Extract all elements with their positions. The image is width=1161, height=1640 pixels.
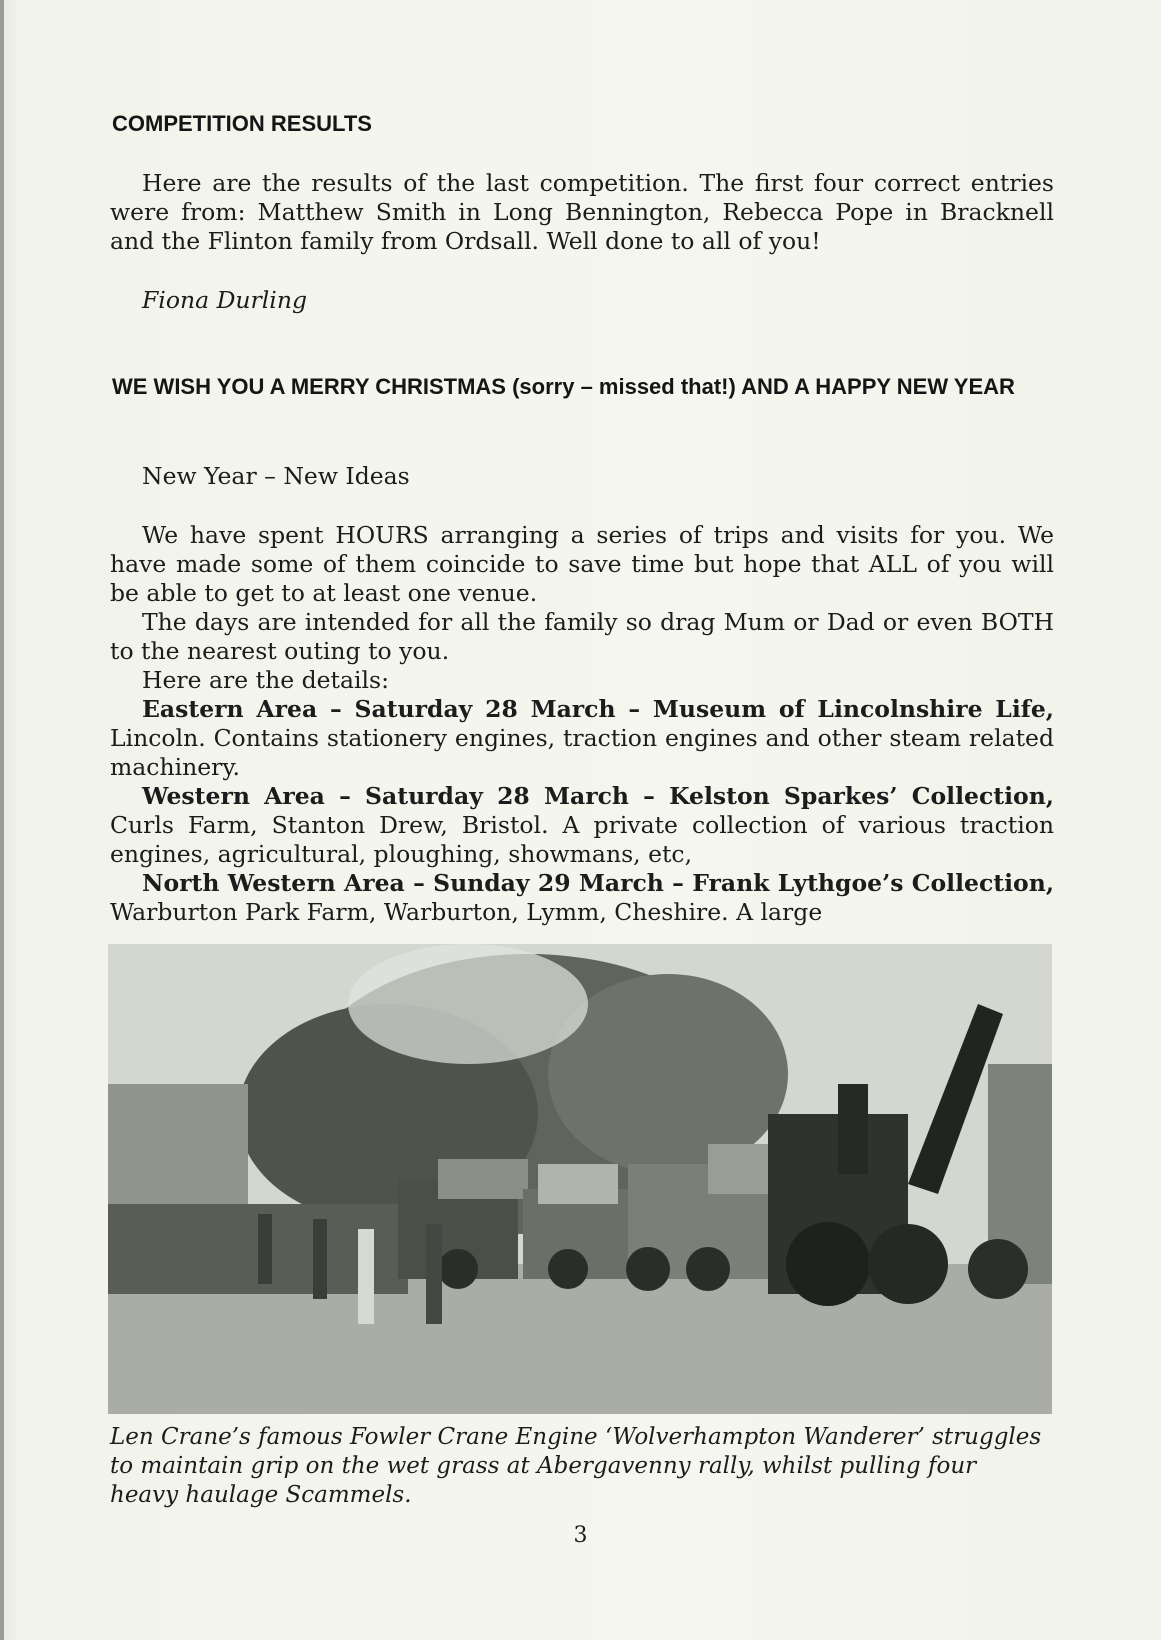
event-text: Warburton Park Farm, Warburton, Lymm, Cheshire. A large <box>110 898 823 926</box>
photo-caption: Len Crane’s famous Fowler Crane Engine ‘Wolverhampton Wanderer’ struggles to maintain grip on the wet grass at Abergavenny rally, whilst pulling four heavy haulage Scammels. <box>110 1424 1042 1508</box>
page-number: 3 <box>573 1523 588 1548</box>
event-title: Eastern Area – Saturday 28 March – Museum of Lincolnshire Life, <box>142 695 1054 723</box>
crane-engine-photo <box>108 944 1052 1414</box>
event-text: Lincoln. Contains stationery engines, traction engines and other steam related machinery. <box>110 724 1054 781</box>
competition-heading: COMPETITION RESULTS <box>112 111 372 136</box>
subtitle: New Year – New Ideas <box>142 462 410 490</box>
event-north-western <box>110 869 1054 927</box>
event-title: North Western Area – Sunday 29 March – Frank Lythgoe’s Collection, <box>142 869 1054 897</box>
signature: Fiona Durling <box>142 286 308 314</box>
new-year-heading: WE WISH YOU A MERRY CHRISTMAS (sorry – missed that!) AND A HAPPY NEW YEAR <box>112 374 1015 399</box>
competition-paragraph: Here are the results of the last competition. The first four correct entries were from: Matthew Smith in Long Bennington, Rebecca Pope in Bracknell and the Flinton family from Ordsall. Well done to all of you! <box>110 169 1054 255</box>
event-eastern <box>110 695 1054 782</box>
details-intro: Here are the details: <box>142 666 390 694</box>
event-text: Curls Farm, Stanton Drew, Bristol. A private collection of various traction engines, agricultural, ploughing, showmans, etc, <box>110 811 1054 868</box>
event-title: Western Area – Saturday 28 March – Kelston Sparkes’ Collection, <box>142 782 1054 810</box>
photo-illustration <box>108 944 1052 1414</box>
page-binding-edge <box>0 0 4 1640</box>
trips-paragraph: We have spent HOURS arranging a series of trips and visits for you. We have made some of them coincide to save time but hope that ALL of you will be able to get to at least one venue. <box>110 521 1054 607</box>
family-paragraph: The days are intended for all the family so drag Mum or Dad or even BOTH to the nearest outing to you. <box>110 608 1054 665</box>
event-western <box>110 782 1054 869</box>
